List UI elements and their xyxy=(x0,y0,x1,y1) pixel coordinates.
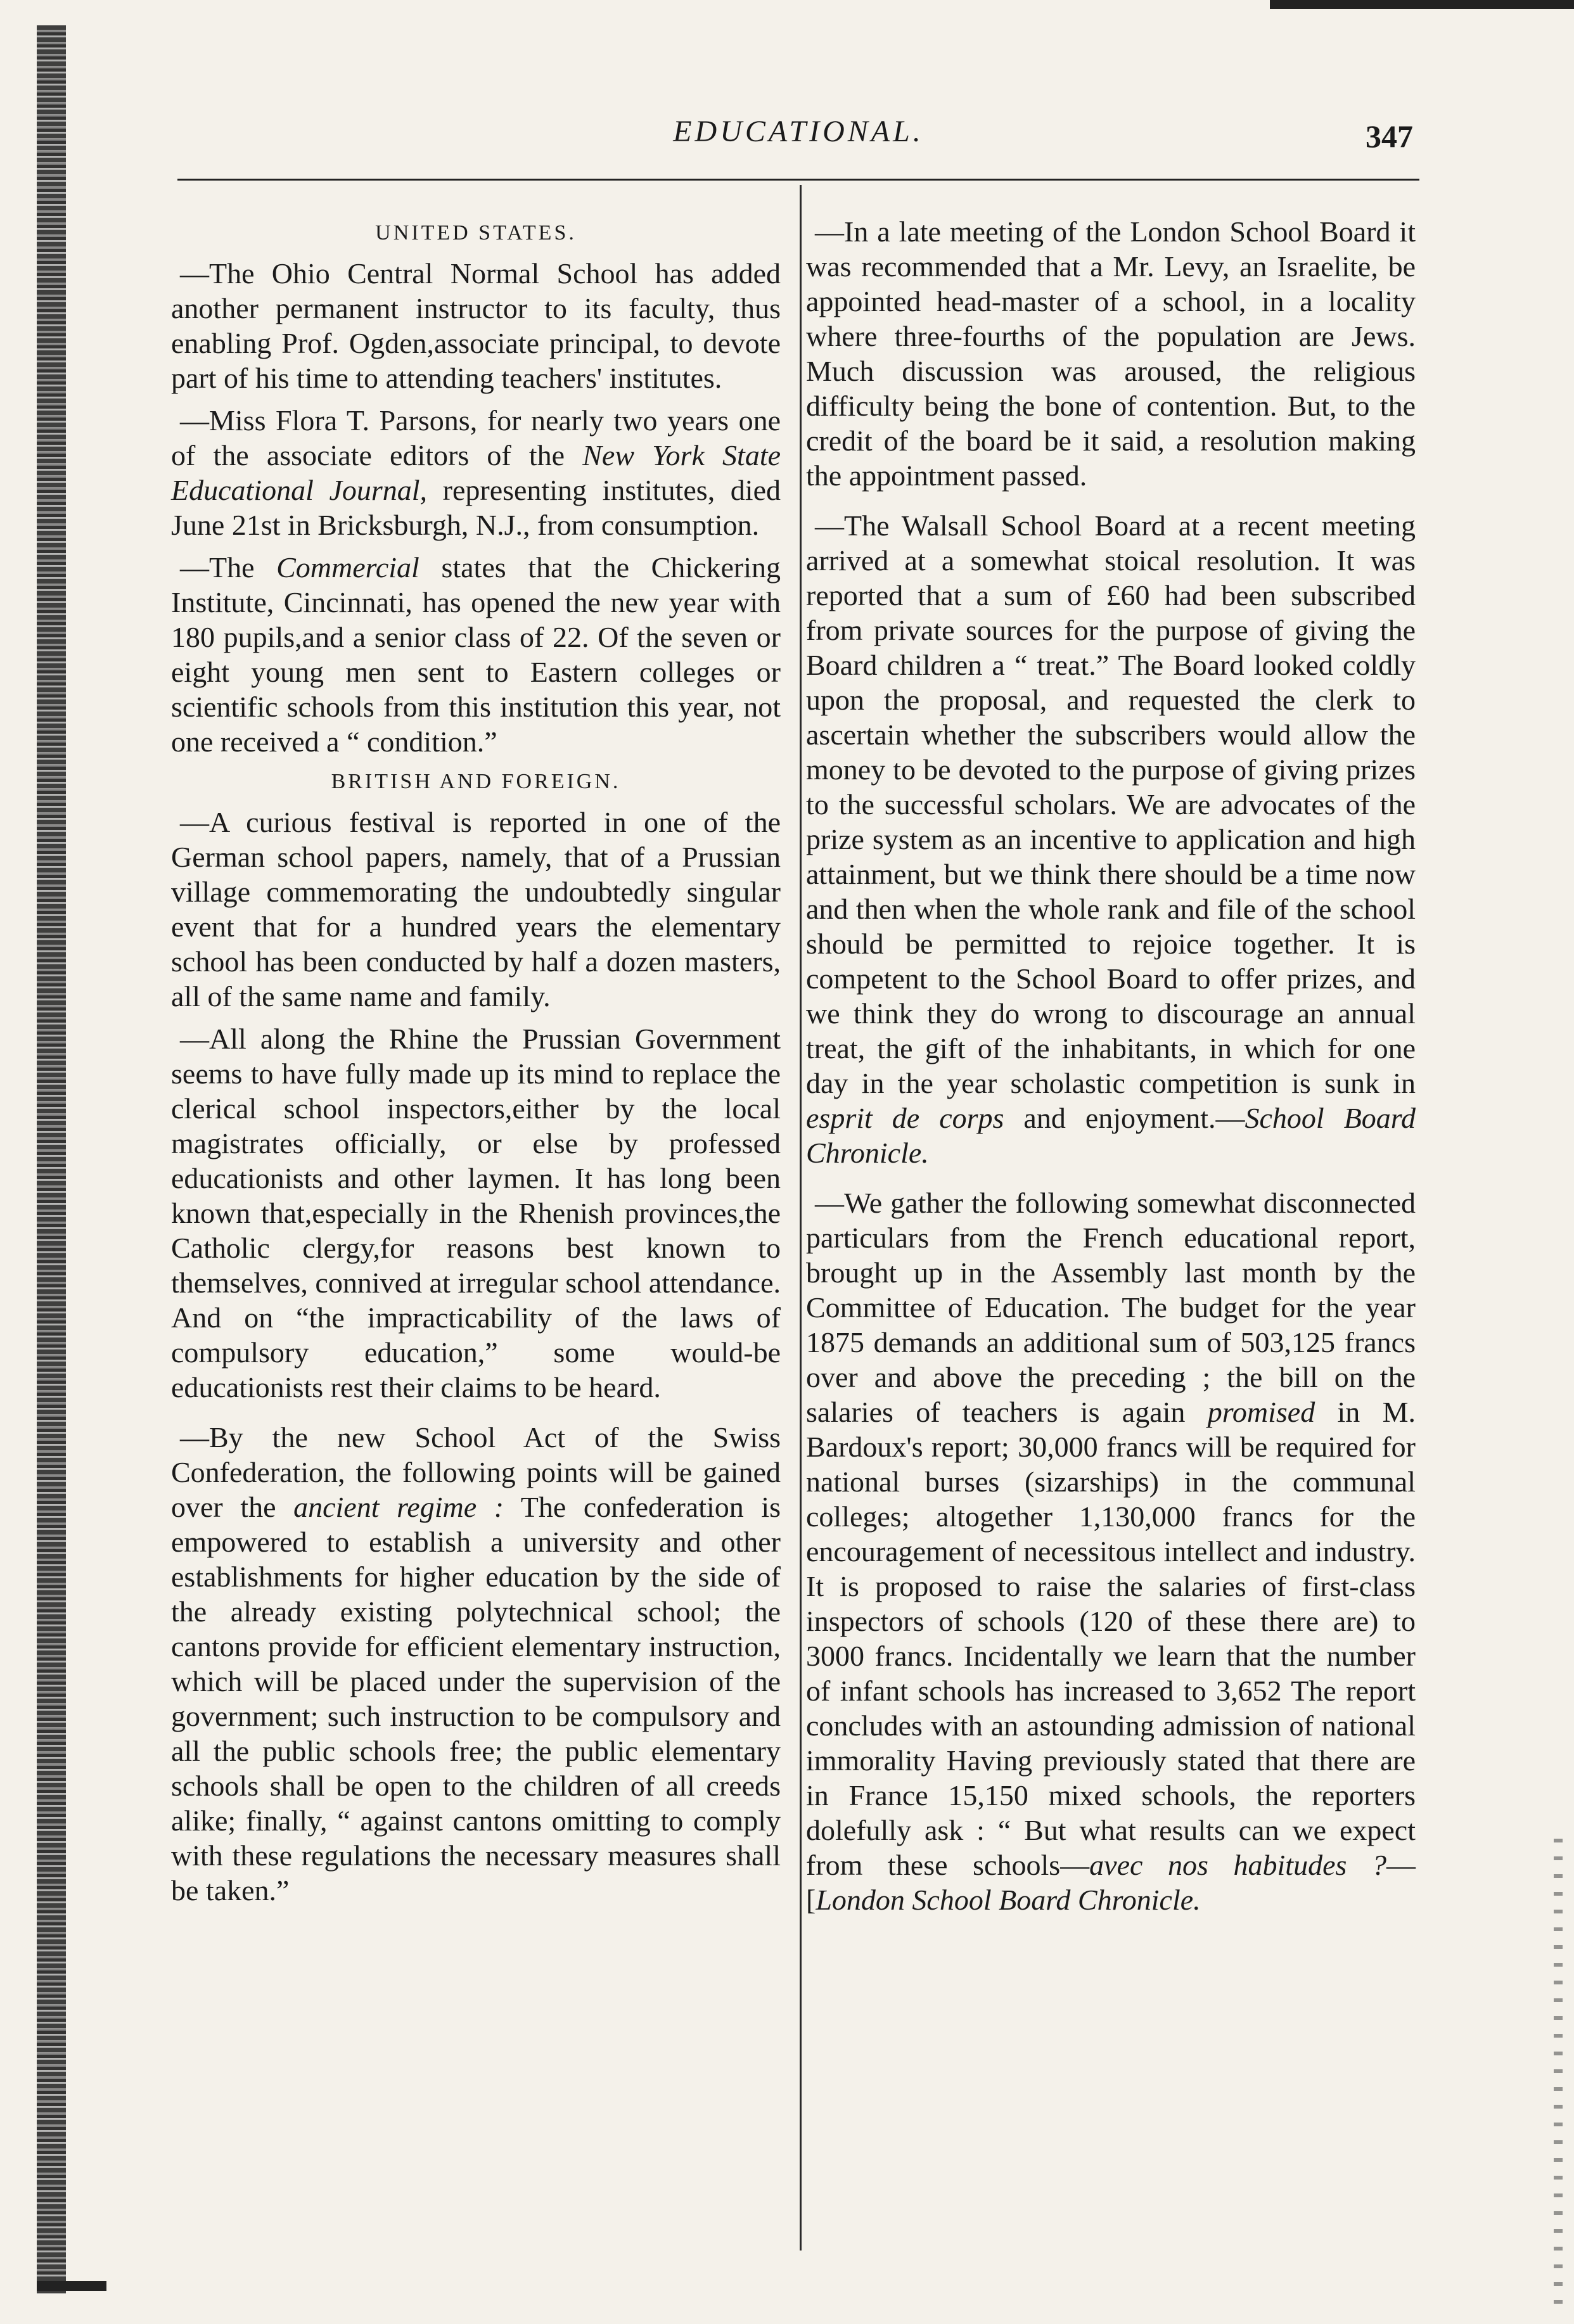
paragraph-french-report xyxy=(806,1185,1416,1917)
italic-phrase: esprit de corps xyxy=(806,1102,1004,1134)
paragraph-london-school-board: —In a late meeting of the London School Board it was recommended that a Mr. Levy, an Israelite, be appointed head-master of a school, in a locality where three-fourths of the population are Jews. Much discussion was aroused, the religious difficulty being the bone of contention. But, to the credit of the board be it said, a resolution making the appointment passed. xyxy=(806,215,1416,492)
paragraph-walsall-board xyxy=(806,508,1416,1170)
section-heading-british-foreign: BRITISH AND FOREIGN. xyxy=(331,770,621,793)
text-run: in M. Bardoux's report; 30,000 francs will be required for national burses (sizarships) in the communal colleges; altogether 1,130,000 francs for the encouragement of necessitous intellect and industry. It is proposed to raise the salaries of first-class inspectors of schools (120 of these there are) to 3000 francs. Incidentally we learn that the number of infant schools has increased to 3,652 The report concludes with an astounding admission of national immorality Having previously stated that there are in France 15,150 mixed schools, the reporters dolefully ask : “ But what results can we expect from these schools— xyxy=(806,1396,1416,1881)
binding-edge xyxy=(37,25,66,2294)
header-rule xyxy=(177,179,1419,181)
left-column xyxy=(171,214,781,1915)
section-heading-united-states: UNITED STATES. xyxy=(375,221,577,245)
text-run: and enjoyment.— xyxy=(1023,1102,1245,1134)
italic-phrase: avec nos habitudes ? xyxy=(1089,1849,1387,1881)
running-head: EDUCATIONAL. xyxy=(673,115,924,148)
source-citation: School Board Chronicle. xyxy=(806,1102,1416,1169)
text-run: —The Walsall School Board at a recent meeting arrived at a somewhat stoical resolution. It was reported that a sum of £60 had been subscribed from private sources for the purpose of giving the Board children a “ treat.” The Board looked coldly upon the proposal, and requested the clerk to ascertain whether the subscribers would allow the money to be devoted to the purpose of giving prizes to the successful scholars. We are advocates of the prize system as an incentive to application and high attainment, but we think there should be a time now and then when the whole rank and file of the school should be permitted to rejoice together. It is competent to the School Board to offer prizes, and we think they do wrong to discourage an annual treat, the gift of the inhabitants, in which for one day in the year scholastic competition is sunk in xyxy=(806,509,1416,1099)
italic-word: promised xyxy=(1207,1396,1315,1428)
journal-title: New York State Educational Journal, xyxy=(171,439,781,506)
text-run: —By the new School Act of the Swiss Confederation, the following points will be gained over the xyxy=(171,1421,781,1523)
paragraph-flora-parsons xyxy=(171,403,781,542)
right-column xyxy=(806,214,1416,1925)
text-run: states that the Chickering Institute, Cincinnati, has opened the new year with 180 pupils,and a senior class of 22. Of the seven or eight young men sent to Eastern colleges or scientific schools from this institution this year, not one received a “ condition.” xyxy=(171,551,781,758)
page-number: 347 xyxy=(1366,118,1413,154)
column-rule xyxy=(800,185,802,2251)
paragraph-chickering xyxy=(171,550,781,759)
text-run: —[ xyxy=(806,1849,1416,1916)
paragraph-ohio-normal: —The Ohio Central Normal School has added another permanent instructor to its faculty, thus enabling Prof. Ogden,associate principal, to devote part of his time to attending teachers' institutes. xyxy=(171,257,781,394)
edge-specks xyxy=(1554,1825,1563,2306)
paragraph-swiss-school-act xyxy=(171,1420,781,1908)
paragraph-prussian-village: —A curious festival is reported in one of the German school papers, namely, that of a Prussian village commemorating the undoubtedly singular event that for a hundred years the elementary school has been conducted by half a dozen masters, all of the same name and family. xyxy=(171,806,781,1012)
page-header xyxy=(177,114,1419,165)
text-run: The confederation is empowered to establish a university and other establishments for higher education by the side of the already existing polytechnical school; the cantons provide for efficient elementary instruction, which will be placed under the supervision of the government; such instruction to be compulsory and all the public schools free; the public elementary schools shall be open to the children of all creeds alike; finally, “ against cantons omitting to comply with these regulations the necessary measures shall be taken.” xyxy=(171,1491,781,1906)
paragraph-rhine-government: —All along the Rhine the Prussian Government seems to have fully made up its mind to replace the clerical school inspectors,either by the local magistrates officially, or else by professed educationists and other laymen. It has long been known that,especially in the Rhenish provinces,the Catholic clergy,for reasons best known to themselves, connived at irregular school attendance. And on “the impracticability of the laws of compulsory education,” some would-be educationists rest their claims to be heard. xyxy=(171,1023,781,1403)
top-edge-mark xyxy=(1270,0,1574,9)
italic-phrase: ancient regime : xyxy=(293,1491,504,1523)
text-run: —Miss Flora T. Parsons, for nearly two years one of the associate editors of the xyxy=(171,404,781,471)
source-citation: London School Board Chronicle. xyxy=(816,1884,1201,1916)
text-run: —The xyxy=(180,551,255,584)
text-run: representing institutes, died June 21st in Bricksburgh, N.J., from consumption. xyxy=(171,474,781,541)
text-run: —We gather the following somewhat disconnected particulars from the French educational report, brought up in the Assembly last month by the Committee of Education. The budget for the year 1875 demands an additional sum of 503,125 francs over and above the preceding ; the bill on the salaries of teachers is again xyxy=(806,1187,1416,1428)
periodical-title: Commercial xyxy=(276,551,419,584)
binding-foot xyxy=(37,2281,106,2291)
